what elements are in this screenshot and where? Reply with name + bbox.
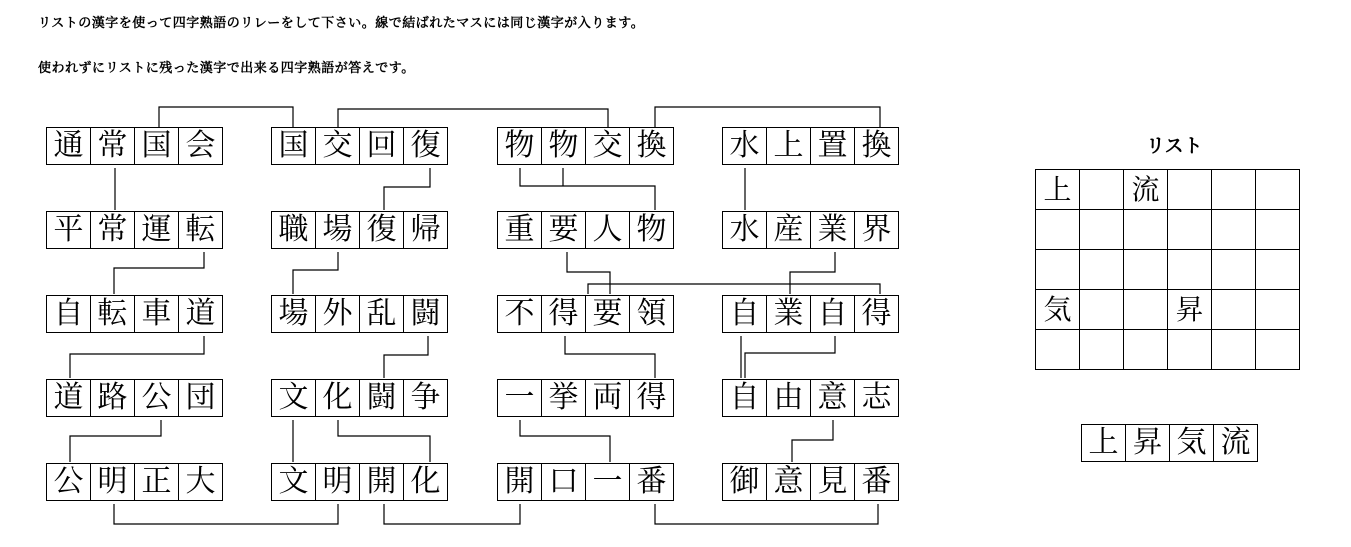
word-row (722, 127, 899, 165)
kanji-cell[interactable]: 両 (586, 379, 630, 417)
word-row (271, 379, 448, 417)
connector-line (293, 252, 338, 294)
kanji-cell[interactable]: 得 (855, 295, 899, 333)
kanji-cell[interactable]: 団 (179, 379, 223, 417)
list-cell[interactable]: 気 (1036, 290, 1080, 330)
list-cell[interactable] (1212, 210, 1256, 250)
kanji-cell[interactable]: 国 (135, 127, 179, 165)
list-cell[interactable] (1168, 210, 1212, 250)
kanji-cell[interactable]: 不 (498, 295, 542, 333)
list-cell[interactable] (1080, 250, 1124, 290)
list-cell[interactable] (1036, 330, 1080, 370)
kanji-cell[interactable]: 復 (360, 211, 404, 249)
list-title: リスト (1146, 135, 1203, 157)
kanji-cell[interactable]: 由 (767, 379, 811, 417)
connector-line (520, 168, 655, 210)
instruction-line-1: リストの漢字を使って四字熟語のリレーをして下さい。線で結ばれたマスには同じ漢字が入ります。 (38, 16, 645, 31)
kanji-cell[interactable]: 重 (498, 211, 542, 249)
list-cell[interactable] (1212, 250, 1256, 290)
answer-cell[interactable]: 流 (1214, 424, 1258, 462)
kanji-cell[interactable]: 交 (316, 127, 360, 165)
instruction-line-2: 使われずにリストに残った漢字で出来る四字熟語が答えです。 (38, 61, 415, 76)
list-cell[interactable]: 流 (1124, 170, 1168, 210)
kanji-cell[interactable]: 文 (272, 379, 316, 417)
word-row (722, 295, 899, 333)
kanji-cell[interactable]: 闘 (404, 295, 448, 333)
word-row (271, 127, 448, 165)
kanji-cell[interactable]: 物 (542, 127, 586, 165)
kanji-cell[interactable]: 志 (855, 379, 899, 417)
kanji-cell[interactable]: 自 (811, 295, 855, 333)
connector-line (70, 336, 204, 378)
kanji-cell[interactable]: 闘 (360, 379, 404, 417)
kanji-cell[interactable]: 転 (179, 211, 223, 249)
answer-row (1081, 424, 1258, 462)
kanji-cell[interactable]: 人 (586, 211, 630, 249)
kanji-cell[interactable]: 回 (360, 127, 404, 165)
kanji-cell[interactable]: 公 (47, 463, 91, 501)
kanji-cell[interactable]: 場 (272, 295, 316, 333)
list-cell[interactable] (1212, 330, 1256, 370)
list-cell[interactable] (1256, 210, 1300, 250)
kanji-cell[interactable]: 領 (630, 295, 674, 333)
list-cell[interactable] (1212, 290, 1256, 330)
answer-cell[interactable]: 上 (1082, 424, 1126, 462)
list-cell[interactable] (1256, 290, 1300, 330)
word-row (46, 127, 223, 165)
kanji-cell[interactable]: 場 (316, 211, 360, 249)
list-cell[interactable] (1124, 210, 1168, 250)
kanji-cell[interactable]: 明 (316, 463, 360, 501)
word-row (271, 295, 448, 333)
connector-line (565, 336, 655, 378)
word-row (46, 211, 223, 249)
kanji-cell[interactable]: 界 (855, 211, 899, 249)
kanji-cell[interactable]: 換 (855, 127, 899, 165)
word-row (497, 127, 674, 165)
connector-line (520, 420, 610, 462)
word-row (497, 379, 674, 417)
kanji-cell[interactable]: 復 (404, 127, 448, 165)
kanji-cell[interactable]: 大 (179, 463, 223, 501)
list-cell[interactable] (1036, 210, 1080, 250)
list-cell[interactable] (1256, 250, 1300, 290)
list-cell[interactable] (1168, 170, 1212, 210)
word-row (497, 295, 674, 333)
list-cell[interactable] (1080, 210, 1124, 250)
word-row (46, 463, 223, 501)
kanji-cell[interactable]: 乱 (360, 295, 404, 333)
connector-line (338, 109, 608, 127)
kanji-cell[interactable]: 帰 (404, 211, 448, 249)
kanji-cell[interactable]: 転 (91, 295, 135, 333)
word-row (271, 463, 448, 501)
connector-line (655, 504, 878, 524)
kanji-cell[interactable]: 業 (767, 295, 811, 333)
kanji-cell[interactable]: 一 (498, 379, 542, 417)
kanji-cell[interactable]: 国 (272, 127, 316, 165)
kanji-cell[interactable]: 運 (135, 211, 179, 249)
kanji-cell[interactable]: 業 (811, 211, 855, 249)
kanji-cell[interactable]: 路 (91, 379, 135, 417)
list-cell[interactable] (1036, 250, 1080, 290)
list-cell[interactable]: 上 (1036, 170, 1080, 210)
kanji-cell[interactable]: 正 (135, 463, 179, 501)
list-cell[interactable] (1080, 170, 1124, 210)
kanji-cell[interactable]: 水 (723, 211, 767, 249)
list-cell[interactable] (1256, 330, 1300, 370)
kanji-cell[interactable]: 物 (498, 127, 542, 165)
word-row (497, 211, 674, 249)
connector-line (384, 336, 428, 378)
kanji-cell[interactable]: 会 (179, 127, 223, 165)
kanji-cell[interactable]: 自 (47, 295, 91, 333)
kanji-cell[interactable]: 自 (723, 295, 767, 333)
list-cell[interactable] (1168, 330, 1212, 370)
list-cell[interactable] (1168, 250, 1212, 290)
kanji-cell[interactable]: 意 (811, 379, 855, 417)
kanji-cell[interactable]: 番 (630, 463, 674, 501)
connector-line (384, 504, 520, 524)
word-row (722, 379, 899, 417)
kanji-cell[interactable]: 要 (542, 211, 586, 249)
kanji-cell[interactable]: 見 (811, 463, 855, 501)
word-row (497, 463, 674, 501)
connector-line (70, 420, 161, 462)
answer-cell[interactable]: 気 (1170, 424, 1214, 462)
word-row (722, 211, 899, 249)
kanji-cell[interactable]: 明 (91, 463, 135, 501)
kanji-cell[interactable]: 常 (91, 127, 135, 165)
kanji-cell[interactable]: 通 (47, 127, 91, 165)
kanji-cell[interactable]: 番 (855, 463, 899, 501)
kanji-cell[interactable]: 要 (586, 295, 630, 333)
list-cell[interactable]: 昇 (1168, 290, 1212, 330)
kanji-cell[interactable]: 自 (723, 379, 767, 417)
connector-line (159, 107, 293, 127)
kanji-cell[interactable]: 一 (586, 463, 630, 501)
kanji-cell[interactable]: 化 (316, 379, 360, 417)
list-cell[interactable] (1124, 250, 1168, 290)
kanji-cell[interactable]: 挙 (542, 379, 586, 417)
kanji-cell[interactable]: 物 (630, 211, 674, 249)
kanji-cell[interactable]: 産 (767, 211, 811, 249)
kanji-cell[interactable]: 置 (811, 127, 855, 165)
list-cell[interactable] (1256, 170, 1300, 210)
connector-line (588, 284, 880, 294)
connector-line (790, 252, 835, 294)
connector-line (792, 420, 833, 462)
kanji-cell[interactable]: 道 (179, 295, 223, 333)
kanji-cell[interactable]: 意 (767, 463, 811, 501)
kanji-cell[interactable]: 得 (630, 379, 674, 417)
connector-line (338, 420, 430, 462)
connector-line (114, 252, 204, 294)
kanji-cell[interactable]: 換 (630, 127, 674, 165)
list-cell[interactable] (1124, 330, 1168, 370)
kanji-cell[interactable]: 交 (586, 127, 630, 165)
list-cell[interactable] (1080, 290, 1124, 330)
kanji-cell[interactable]: 車 (135, 295, 179, 333)
kanji-cell[interactable]: 開 (360, 463, 404, 501)
answer-cell[interactable]: 昇 (1126, 424, 1170, 462)
kanji-cell[interactable]: 御 (723, 463, 767, 501)
kanji-cell[interactable]: 開 (498, 463, 542, 501)
kanji-cell[interactable]: 平 (47, 211, 91, 249)
kanji-cell[interactable]: 上 (767, 127, 811, 165)
kanji-cell[interactable]: 水 (723, 127, 767, 165)
list-grid (1035, 169, 1300, 370)
kanji-cell[interactable]: 得 (542, 295, 586, 333)
list-cell[interactable] (1080, 330, 1124, 370)
kanji-cell[interactable]: 口 (542, 463, 586, 501)
kanji-cell[interactable]: 争 (404, 379, 448, 417)
kanji-cell[interactable]: 道 (47, 379, 91, 417)
connector-line (114, 504, 338, 524)
kanji-cell[interactable]: 常 (91, 211, 135, 249)
connector-line (384, 168, 430, 210)
word-row (722, 463, 899, 501)
word-row (46, 295, 223, 333)
list-cell[interactable] (1212, 170, 1256, 210)
kanji-cell[interactable]: 外 (316, 295, 360, 333)
kanji-cell[interactable]: 職 (272, 211, 316, 249)
kanji-cell[interactable]: 文 (272, 463, 316, 501)
connector-line (745, 336, 835, 378)
connector-line (655, 107, 880, 127)
kanji-cell[interactable]: 公 (135, 379, 179, 417)
list-cell[interactable] (1124, 290, 1168, 330)
kanji-cell[interactable]: 化 (404, 463, 448, 501)
word-row (271, 211, 448, 249)
word-row (46, 379, 223, 417)
